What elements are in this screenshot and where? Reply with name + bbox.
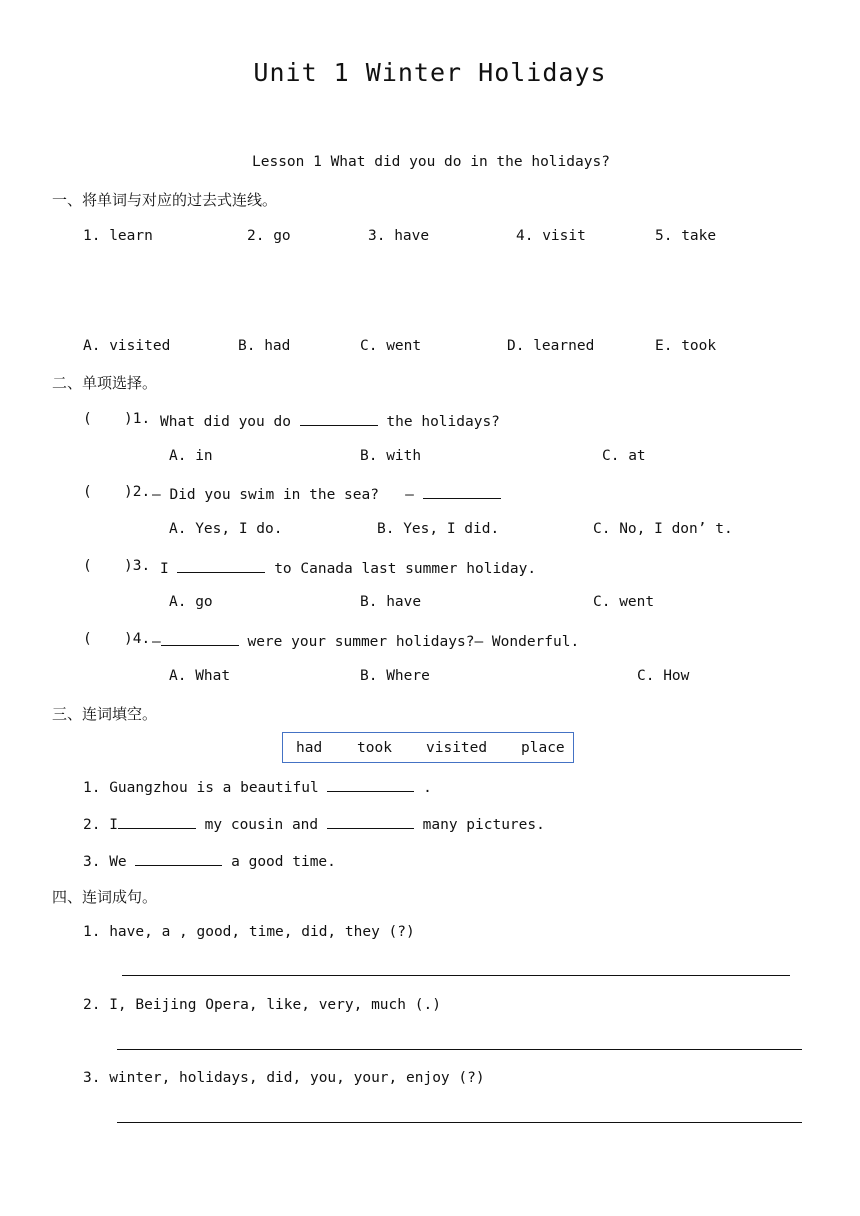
section-1-heading: 一、将单词与对应的过去式连线。	[52, 191, 278, 209]
word-bank-place: place	[521, 740, 565, 756]
word-1: 1. learn	[83, 228, 153, 244]
q1-stem	[160, 411, 500, 430]
answer-line-3[interactable]	[117, 1122, 802, 1123]
section-3-heading: 三、连词填空。	[52, 705, 158, 723]
past-c: C. went	[360, 338, 422, 354]
q4-blank[interactable]	[161, 631, 239, 646]
lesson-subtitle: Lesson 1 What did you do in the holidays?	[252, 154, 610, 170]
q2-stem	[152, 484, 501, 503]
q3-blank[interactable]	[177, 558, 265, 573]
q1-option-a: A. in	[169, 448, 213, 464]
q2-blank[interactable]	[423, 484, 501, 499]
q4-stem	[152, 631, 579, 650]
q2-option-c: C. No, I don’ t.	[593, 521, 733, 537]
answer-line-1[interactable]	[122, 975, 790, 976]
fill-2-blank-2[interactable]	[327, 814, 414, 829]
q1-option-b: B. with	[360, 448, 422, 464]
word-5: 5. take	[655, 228, 717, 244]
q1-paren-open: (	[83, 411, 92, 427]
q4-paren-open: (	[83, 631, 92, 647]
section-4-heading: 四、连词成句。	[52, 888, 158, 906]
q2-paren-open: (	[83, 484, 92, 500]
q4-option-c: C. How	[637, 668, 690, 684]
q4-text-pre: —	[152, 634, 161, 650]
fill-2-pre: 2. I	[83, 817, 118, 833]
word-bank-had: had	[296, 740, 323, 756]
word-bank-took: took	[357, 740, 392, 756]
q3-option-b: B. have	[360, 594, 422, 610]
q3-paren-open: (	[83, 558, 92, 574]
answer-line-2[interactable]	[117, 1049, 802, 1050]
fill-1-pre: 1. Guangzhou is a beautiful	[83, 780, 319, 796]
q2-number: )2.	[124, 484, 151, 500]
q1-option-c: C. at	[602, 448, 646, 464]
q2-text-pre: — Did you swim in the sea? —	[152, 487, 414, 503]
past-b: B. had	[238, 338, 291, 354]
q2-option-a: A. Yes, I do.	[169, 521, 283, 537]
word-4: 4. visit	[516, 228, 586, 244]
q3-text-post: to Canada last summer holiday.	[274, 561, 537, 577]
q2-option-b: B. Yes, I did.	[377, 521, 500, 537]
fill-2-blank-1[interactable]	[118, 814, 196, 829]
page-title: Unit 1 Winter Holidays	[253, 58, 607, 87]
q1-blank[interactable]	[300, 411, 378, 426]
q1-text-pre: What did you do	[160, 414, 291, 430]
q1-text-post: the holidays?	[386, 414, 500, 430]
fill-1-blank[interactable]	[327, 777, 414, 792]
q3-stem	[160, 558, 536, 577]
q3-option-a: A. go	[169, 594, 213, 610]
fill-2-post: many pictures.	[422, 817, 545, 833]
order-item-1: 1. have, a , good, time, did, they (?)	[83, 924, 415, 940]
fill-2	[83, 814, 545, 833]
fill-3	[83, 851, 336, 870]
q3-number: )3.	[124, 558, 151, 574]
q1-number: )1.	[124, 411, 151, 427]
past-d: D. learned	[507, 338, 595, 354]
fill-1	[83, 777, 432, 796]
word-bank-visited: visited	[426, 740, 488, 756]
word-2: 2. go	[247, 228, 291, 244]
q4-option-a: A. What	[169, 668, 231, 684]
fill-1-post: .	[423, 780, 432, 796]
q3-text-pre: I	[160, 561, 169, 577]
word-bank-box	[282, 732, 574, 763]
past-e: E. took	[655, 338, 717, 354]
order-item-3: 3. winter, holidays, did, you, your, enjoy (?)	[83, 1070, 485, 1086]
q4-number: )4.	[124, 631, 151, 647]
past-a: A. visited	[83, 338, 171, 354]
q3-option-c: C. went	[593, 594, 655, 610]
fill-2-mid: my cousin and	[204, 817, 319, 833]
fill-3-blank[interactable]	[135, 851, 222, 866]
fill-3-pre: 3. We	[83, 854, 127, 870]
q4-text-post: were your summer holidays?— Wonderful.	[247, 634, 580, 650]
section-2-heading: 二、单项选择。	[52, 374, 158, 392]
q4-option-b: B. Where	[360, 668, 430, 684]
order-item-2: 2. I, Beijing Opera, like, very, much (.)	[83, 997, 441, 1013]
fill-3-post: a good time.	[231, 854, 336, 870]
word-3: 3. have	[368, 228, 430, 244]
